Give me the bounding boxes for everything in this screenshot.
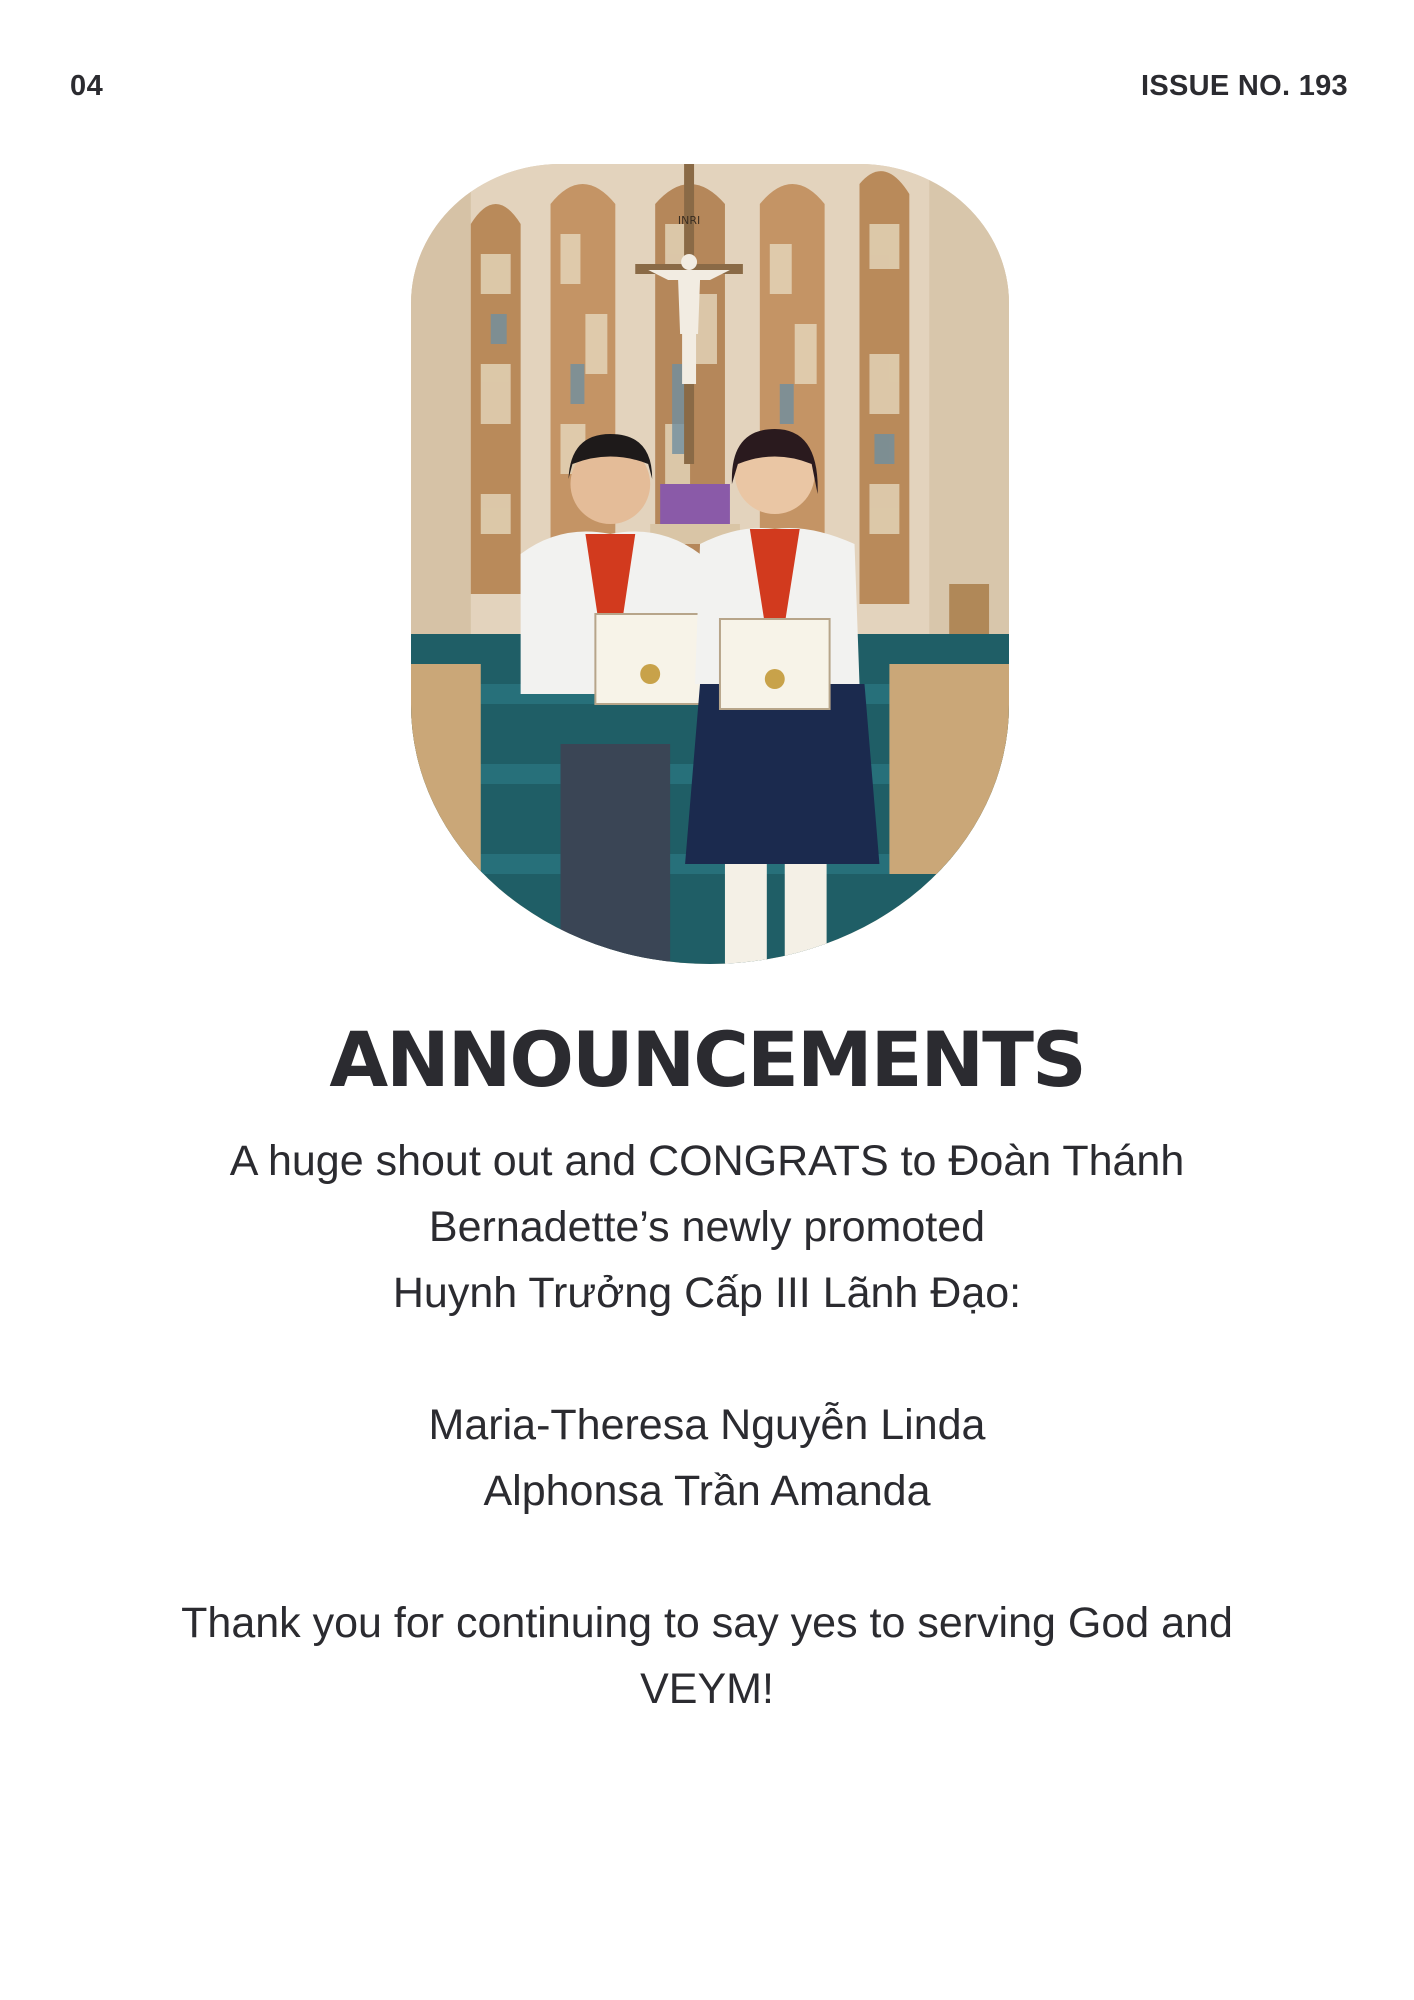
- announcement-photo: [411, 164, 1009, 964]
- honoree-list: [100, 1392, 1314, 1524]
- honoree-name: Maria-Theresa Nguyễn Linda: [428, 1401, 986, 1449]
- honoree-name: Alphonsa Trần Amanda: [483, 1467, 931, 1515]
- cross-inscription: INRI: [677, 213, 701, 228]
- intro-line: Huynh Trưởng Cấp III Lãnh Đạo:: [392, 1269, 1022, 1317]
- closing-paragraph: [100, 1590, 1314, 1722]
- closing-line: VEYM!: [640, 1665, 774, 1713]
- announcements-heading: ANNOUNCEMENTS: [329, 1015, 1085, 1104]
- closing-line: Thank you for continuing to say yes to serving God and: [181, 1599, 1233, 1647]
- intro-line: Bernadette’s newly promoted: [428, 1203, 986, 1251]
- page-number: 04: [70, 70, 104, 102]
- intro-paragraph: [100, 1128, 1314, 1326]
- issue-number: ISSUE NO. 193: [1141, 70, 1348, 102]
- church-altar-illustration: [411, 164, 1009, 964]
- intro-line: A huge shout out and CONGRATS to Đoàn Thánh: [229, 1137, 1185, 1185]
